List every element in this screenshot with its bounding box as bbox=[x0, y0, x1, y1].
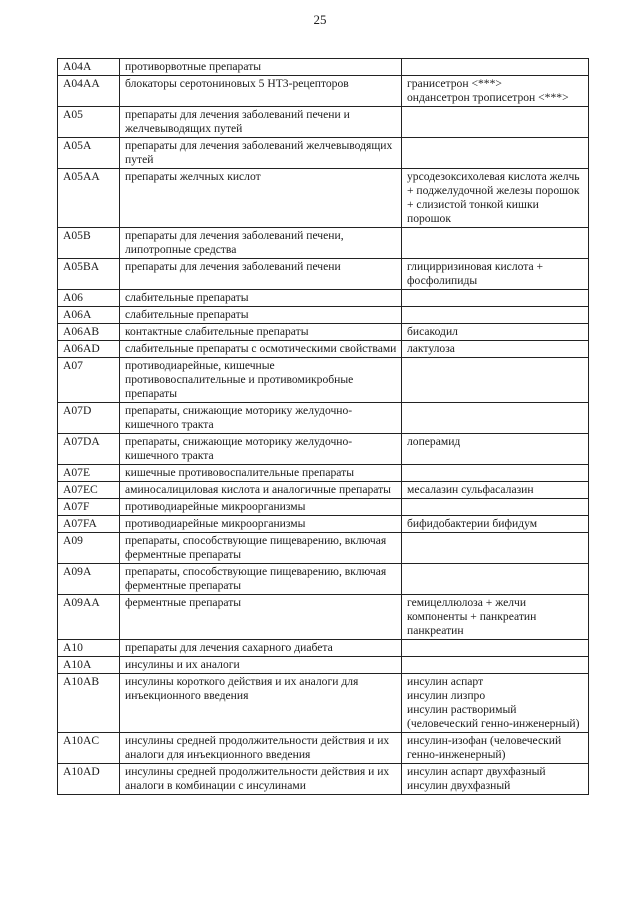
table-row bbox=[58, 533, 589, 564]
group-name-cell: слабительные препараты с осмотическими свойствами bbox=[120, 341, 402, 358]
drug-names-cell: инсулин аспарт двухфазный инсулин двухфазный bbox=[402, 764, 589, 795]
group-name-cell: противодиарейные, кишечные противовоспалительные и противомикробные препараты bbox=[120, 358, 402, 403]
atc-code-cell: A05A bbox=[58, 138, 120, 169]
group-name-cell: препараты, снижающие моторику желудочно-кишечного тракта bbox=[120, 434, 402, 465]
drug-names-cell: гемицеллюлоза + желчи компоненты + панкреатин панкреатин bbox=[402, 595, 589, 640]
table-row bbox=[58, 324, 589, 341]
atc-code-cell: A10A bbox=[58, 657, 120, 674]
atc-code-cell: A07F bbox=[58, 499, 120, 516]
table-row bbox=[58, 516, 589, 533]
drug-names-cell bbox=[402, 499, 589, 516]
table-row bbox=[58, 307, 589, 324]
atc-code-cell: A07EC bbox=[58, 482, 120, 499]
table-row bbox=[58, 138, 589, 169]
group-name-cell: препараты для лечения заболеваний печени bbox=[120, 259, 402, 290]
atc-code-cell: A07FA bbox=[58, 516, 120, 533]
drug-names-cell: глицирризиновая кислота + фосфолипиды bbox=[402, 259, 589, 290]
table-row bbox=[58, 733, 589, 764]
group-name-cell: препараты для лечения заболеваний печени, липотропные средства bbox=[120, 228, 402, 259]
atc-code-cell: A07DA bbox=[58, 434, 120, 465]
atc-code-cell: A04AA bbox=[58, 76, 120, 107]
atc-code-cell: A05BA bbox=[58, 259, 120, 290]
drug-names-cell bbox=[402, 465, 589, 482]
drug-names-cell bbox=[402, 59, 589, 76]
drug-names-cell bbox=[402, 290, 589, 307]
table-row bbox=[58, 564, 589, 595]
table-row bbox=[58, 403, 589, 434]
table-row bbox=[58, 76, 589, 107]
drug-names-cell bbox=[402, 403, 589, 434]
table-row bbox=[58, 434, 589, 465]
atc-code-cell: A10AB bbox=[58, 674, 120, 733]
group-name-cell: препараты, способствующие пищеварению, включая ферментные препараты bbox=[120, 533, 402, 564]
group-name-cell: ферментные препараты bbox=[120, 595, 402, 640]
group-name-cell: инсулины средней продолжительности действия и их аналоги в комбинации с инсулинами bbox=[120, 764, 402, 795]
table-row bbox=[58, 465, 589, 482]
table-row bbox=[58, 290, 589, 307]
group-name-cell: слабительные препараты bbox=[120, 307, 402, 324]
atc-code-cell: A05 bbox=[58, 107, 120, 138]
group-name-cell: блокаторы серотониновых 5 HT3-рецепторов bbox=[120, 76, 402, 107]
group-name-cell: противодиарейные микроорганизмы bbox=[120, 499, 402, 516]
atc-code-cell: A07D bbox=[58, 403, 120, 434]
group-name-cell: препараты, способствующие пищеварению, включая ферментные препараты bbox=[120, 564, 402, 595]
table-row bbox=[58, 499, 589, 516]
group-name-cell: препараты, снижающие моторику желудочно-кишечного тракта bbox=[120, 403, 402, 434]
table-row bbox=[58, 595, 589, 640]
group-name-cell: инсулины и их аналоги bbox=[120, 657, 402, 674]
drug-names-cell: инсулин-изофан (человеческий генно-инженерный) bbox=[402, 733, 589, 764]
atc-code-cell: A10AC bbox=[58, 733, 120, 764]
table-row bbox=[58, 228, 589, 259]
drug-classification-table bbox=[57, 58, 589, 795]
drug-names-cell: месалазин сульфасалазин bbox=[402, 482, 589, 499]
table-row bbox=[58, 764, 589, 795]
atc-code-cell: A06AD bbox=[58, 341, 120, 358]
group-name-cell: препараты для лечения сахарного диабета bbox=[120, 640, 402, 657]
group-name-cell: слабительные препараты bbox=[120, 290, 402, 307]
atc-code-cell: A09A bbox=[58, 564, 120, 595]
drug-names-cell bbox=[402, 533, 589, 564]
table-row bbox=[58, 259, 589, 290]
atc-code-cell: A07E bbox=[58, 465, 120, 482]
table-row bbox=[58, 59, 589, 76]
drug-names-cell bbox=[402, 640, 589, 657]
atc-code-cell: A09 bbox=[58, 533, 120, 564]
group-name-cell: инсулины средней продолжительности действия и их аналоги для инъекционного введения bbox=[120, 733, 402, 764]
group-name-cell: контактные слабительные препараты bbox=[120, 324, 402, 341]
drug-names-cell: гранисетрон <***> ондансетрон трописетрон <***> bbox=[402, 76, 589, 107]
drug-names-cell: бисакодил bbox=[402, 324, 589, 341]
group-name-cell: кишечные противовоспалительные препараты bbox=[120, 465, 402, 482]
atc-code-cell: A05B bbox=[58, 228, 120, 259]
drug-names-cell: лоперамид bbox=[402, 434, 589, 465]
group-name-cell: препараты для лечения заболеваний печени и желчевыводящих путей bbox=[120, 107, 402, 138]
table-row bbox=[58, 657, 589, 674]
atc-code-cell: A05AA bbox=[58, 169, 120, 228]
atc-code-cell: A06 bbox=[58, 290, 120, 307]
atc-code-cell: A06AB bbox=[58, 324, 120, 341]
table-body bbox=[58, 59, 589, 795]
drug-names-cell bbox=[402, 657, 589, 674]
drug-names-cell bbox=[402, 138, 589, 169]
table-row bbox=[58, 169, 589, 228]
group-name-cell: препараты желчных кислот bbox=[120, 169, 402, 228]
group-name-cell: аминосалициловая кислота и аналогичные препараты bbox=[120, 482, 402, 499]
group-name-cell: противодиарейные микроорганизмы bbox=[120, 516, 402, 533]
atc-code-cell: A07 bbox=[58, 358, 120, 403]
table-row bbox=[58, 482, 589, 499]
atc-code-cell: A09AA bbox=[58, 595, 120, 640]
drug-names-cell: бифидобактерии бифидум bbox=[402, 516, 589, 533]
atc-code-cell: A04A bbox=[58, 59, 120, 76]
table-row bbox=[58, 107, 589, 138]
drug-names-cell bbox=[402, 307, 589, 324]
drug-names-cell: урсодезоксихолевая кислота желчь + поджелудочной железы порошок + слизистой тонкой кишки порошок bbox=[402, 169, 589, 228]
atc-code-cell: A06A bbox=[58, 307, 120, 324]
drug-names-cell: лактулоза bbox=[402, 341, 589, 358]
group-name-cell: инсулины короткого действия и их аналоги для инъекционного введения bbox=[120, 674, 402, 733]
page-number: 25 bbox=[313, 12, 327, 27]
drug-names-cell bbox=[402, 228, 589, 259]
table-row bbox=[58, 674, 589, 733]
atc-code-cell: A10 bbox=[58, 640, 120, 657]
atc-code-cell: A10AD bbox=[58, 764, 120, 795]
drug-names-cell bbox=[402, 107, 589, 138]
drug-names-cell bbox=[402, 564, 589, 595]
drug-names-cell: инсулин аспарт инсулин лизпро инсулин растворимый (человеческий генно-инженерный) bbox=[402, 674, 589, 733]
group-name-cell: препараты для лечения заболеваний желчевыводящих путей bbox=[120, 138, 402, 169]
group-name-cell: противорвотные препараты bbox=[120, 59, 402, 76]
drug-names-cell bbox=[402, 358, 589, 403]
table-row bbox=[58, 341, 589, 358]
table-row bbox=[58, 358, 589, 403]
table-row bbox=[58, 640, 589, 657]
